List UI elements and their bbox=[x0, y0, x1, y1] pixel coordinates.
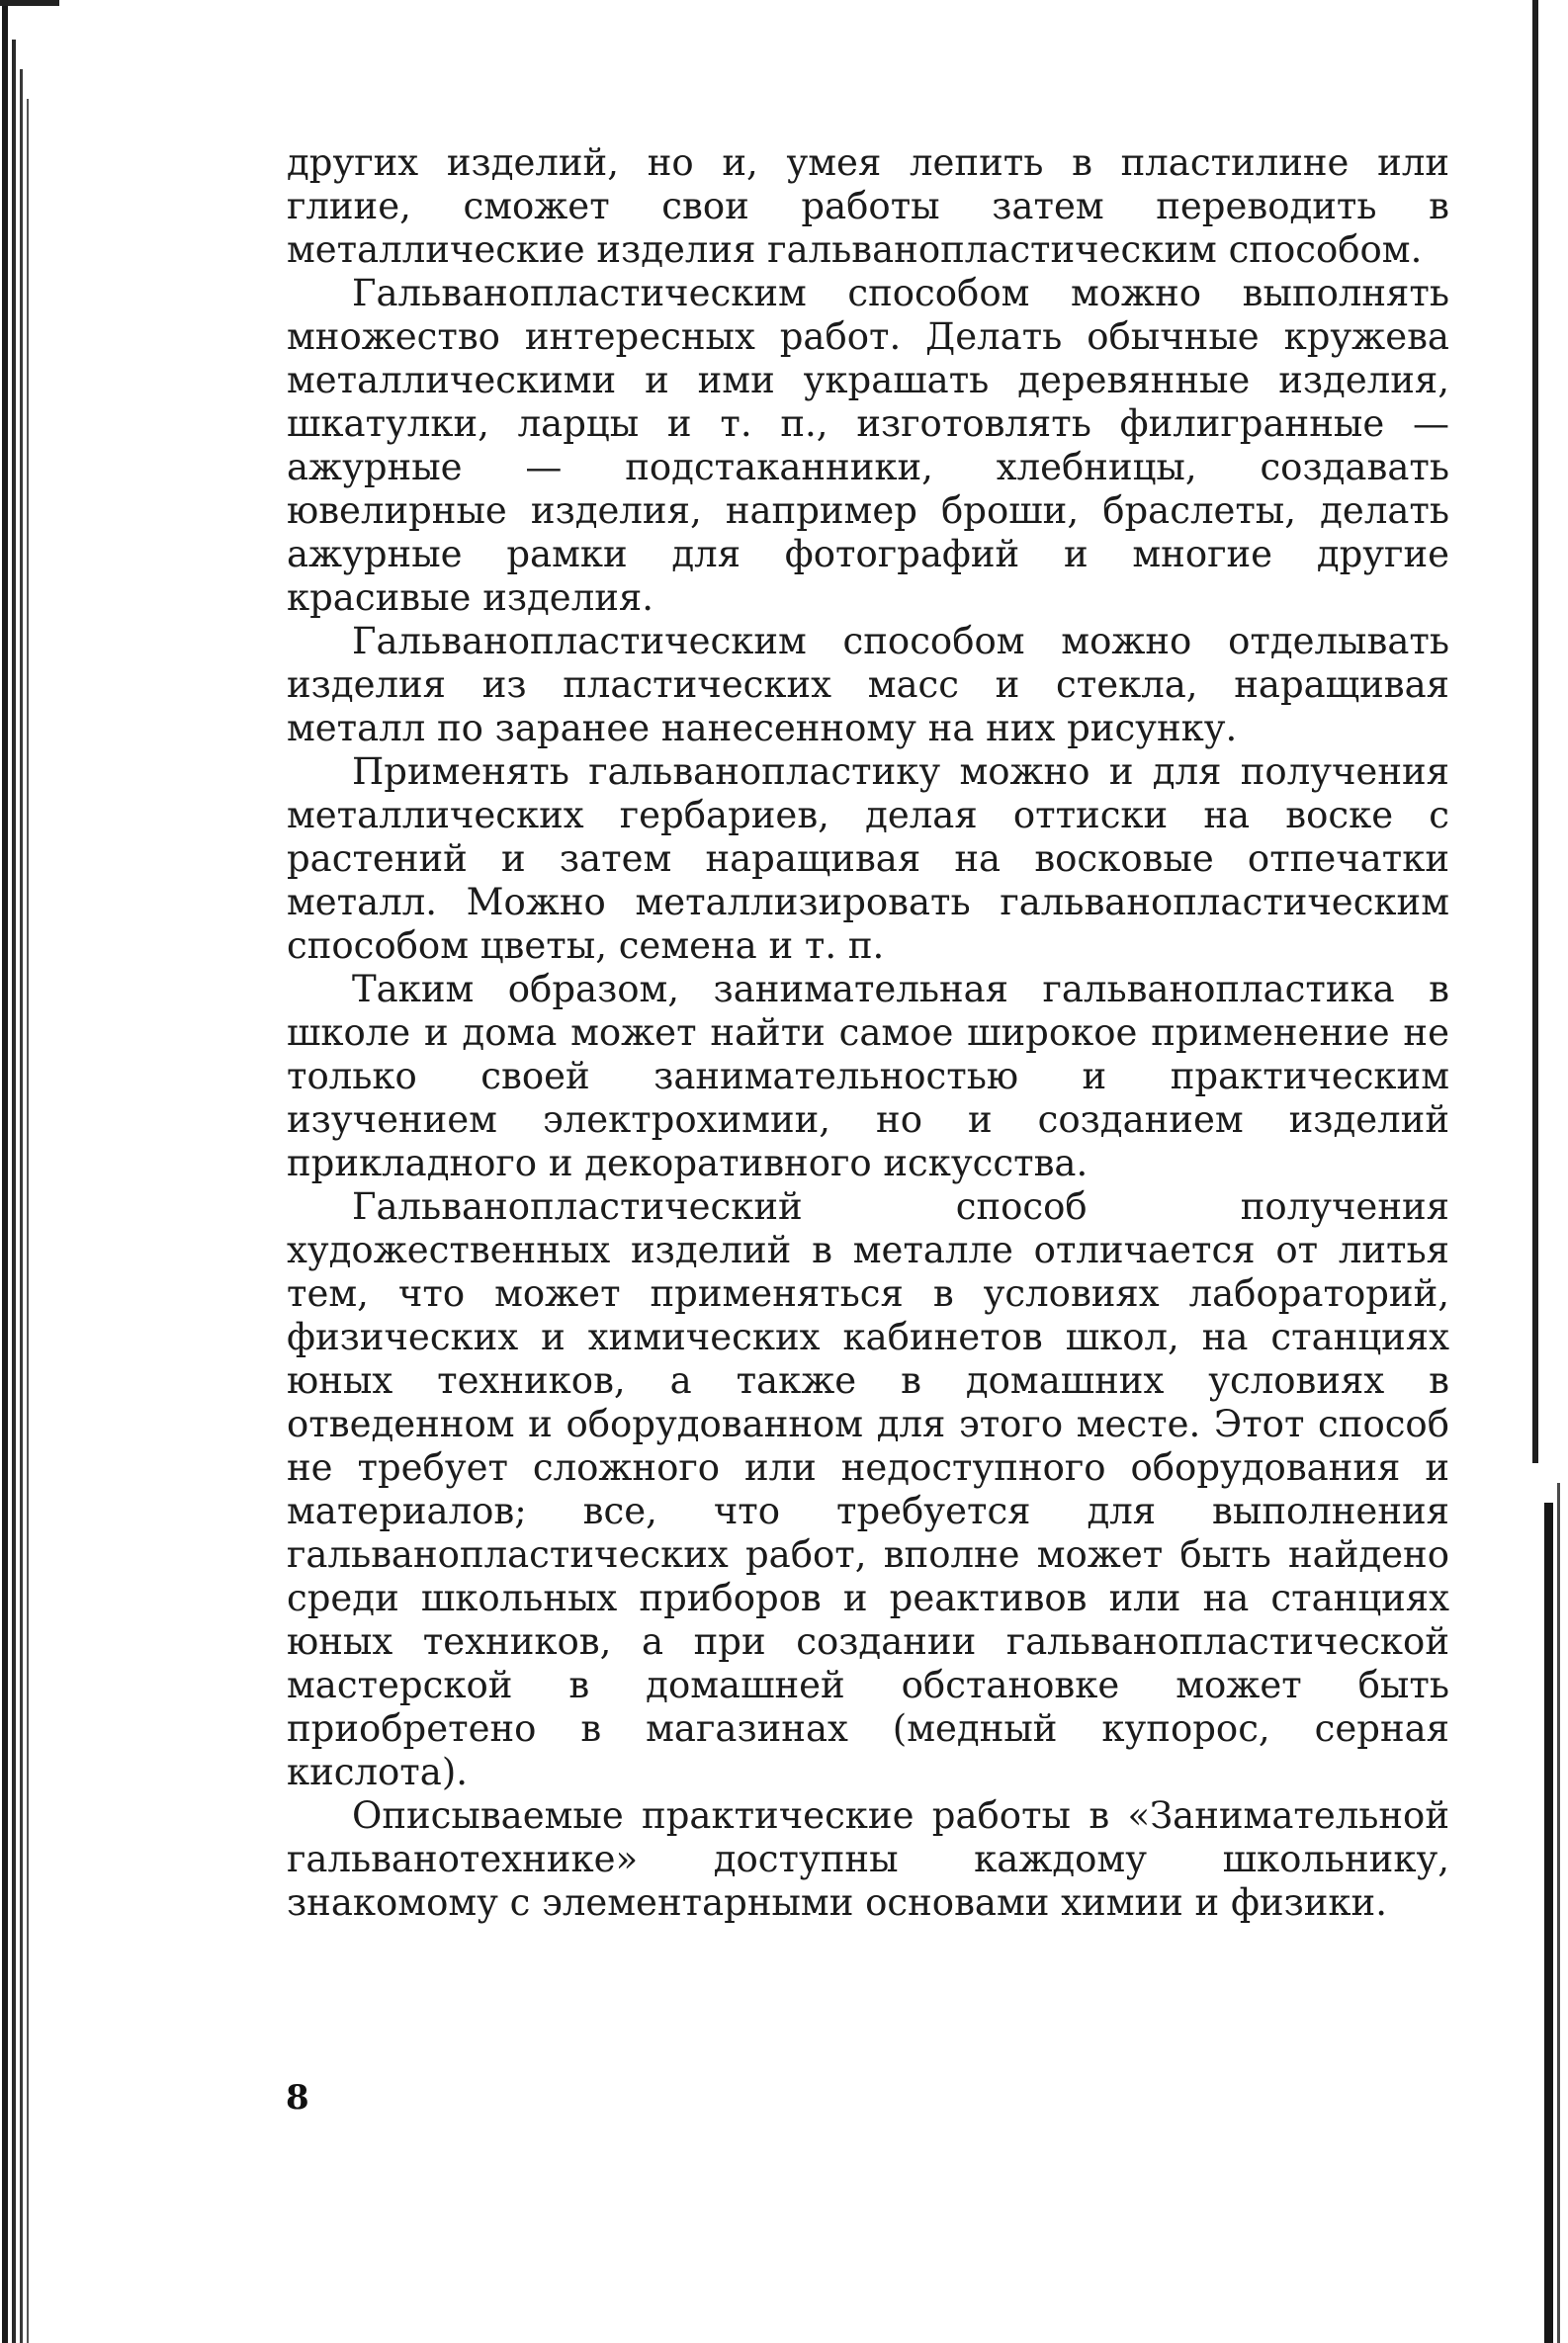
binding-edge-left bbox=[20, 69, 23, 2343]
page-number: 8 bbox=[286, 2078, 309, 2118]
paragraph: Гальванопластическим способом можно отделывать изделия из пластических масс и стекла, наращивая металл по заранее нанесенному на них рисунку. bbox=[287, 620, 1449, 749]
paragraph: Применять гальванопластику можно и для получения металлических гербариев, делая оттиски на воске с растений и затем наращивая на восковые отпечатки металл. Можно металлизировать гальванопластическим способом цветы, семена и т. п. bbox=[287, 750, 1449, 967]
page-edge-right bbox=[1557, 1483, 1560, 2343]
binding-edge-left bbox=[12, 40, 16, 2343]
body-text bbox=[287, 141, 1449, 1925]
paragraph: Описываемые практические работы в «Занимательной гальванотехнике» доступны каждому школьнику, знакомому с элементарными основами химии и физики. bbox=[287, 1794, 1449, 1924]
paragraph: Таким образом, занимательная гальванопластика в школе и дома может найти самое широкое применение не только своей занимательностью и практическим изучением электрохимии, но и созданием изделий прикладного и декоративного искусства. bbox=[287, 968, 1449, 1184]
paragraph: Гальванопластическим способом можно выполнять множество интересных работ. Делать обычные кружева металлическими и ими украшать деревянные изделия, шкатулки, ларцы и т. п., изготовлять филигранные — ажурные — подстаканники, хлебницы, создавать ювелирные изделия, например броши, браслеты, делать ажурные рамки для фотографий и многие другие красивые изделия. bbox=[287, 272, 1449, 619]
paragraph-continuation: других изделий, но и, умея лепить в пластилине или глиие, сможет свои работы затем переводить в металлические изделия гальванопластическим способом. bbox=[287, 141, 1449, 271]
page-edge-right bbox=[1544, 1503, 1553, 2343]
paragraph: Гальванопластический способ получения художественных изделий в металле отличается от литья тем, что может применяться в условиях лабораторий, физических и химических кабинетов школ, на станциях юных техников, а также в домашних условиях в отведенном и оборудованном для этого месте. Этот способ не требует сложного или недоступного оборудования и материалов; все, что требуется для выполнения гальванопластических работ, вполне может быть найдено среди школьных приборов и реактивов или на станциях юных техников, а при создании гальванопластической мастерской в домашней обстановке может быть приобретено в магазинах (медный купорос, серная кислота). bbox=[287, 1185, 1449, 1793]
binding-edge-left bbox=[27, 99, 29, 2343]
binding-edge-top-corner bbox=[0, 0, 59, 6]
page-edge-right bbox=[1532, 0, 1538, 1463]
binding-edge-left bbox=[2, 0, 8, 2343]
